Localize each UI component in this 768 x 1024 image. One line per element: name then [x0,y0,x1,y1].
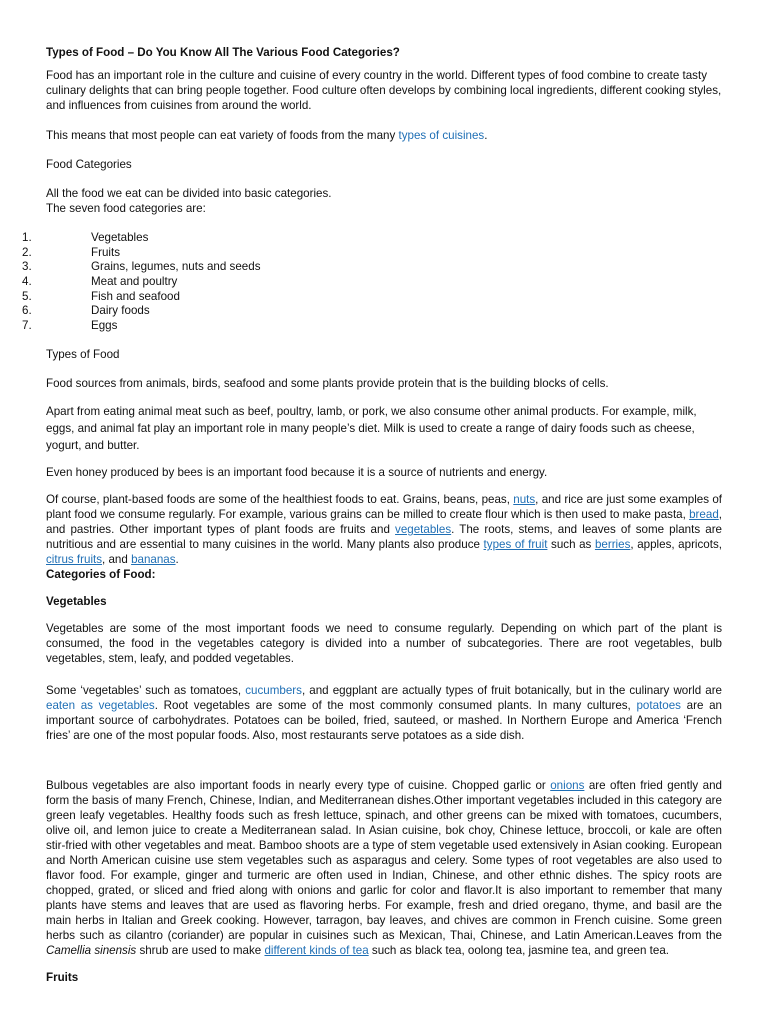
types-of-cuisines-link[interactable]: types of cuisines [398,129,485,142]
veg3-text: shrub are used to make [136,944,265,957]
honey-paragraph: Even honey produced by bees is an important food because it is a source of nutrients and energy. [46,466,548,479]
veg3-text: Bulbous vegetables are also important foods in nearly every type of cuisine. Chopped garlic or [46,779,551,792]
eaten-as-vegetables-link[interactable]: eaten as vegetables [46,699,155,712]
fruits-heading: Fruits [46,971,79,984]
plant-text: , and rice are just some examples of plant food we consume regularly. For example, various grains can be milled to create flour which is then used to make pasta, [46,493,722,521]
list-item [0,230,700,245]
list-label: Grains, legumes, nuts and seeds [91,260,261,274]
list-item [0,245,700,260]
vegetables-paragraph-1: Vegetables are some of the most important foods we need to consume regularly. Depending on which part of the plant is consumed, the food in the vegetables category is divided into a number of subcategories. There are root vegetables, bulb vegetables, stem, leafy, and podded vegetables. [46,622,722,665]
plant-text: . The roots, stems, and leaves of some plants are nutritious and are essential to many cuisines in the world. Many plants also produce [46,523,723,551]
plant-text: , and pastries. Other important types of plant foods are fruits and [46,508,722,536]
veg2-text: . Root vegetables are some of the most commonly consumed plants. In many cultures, [154,699,637,712]
divided-line-1: All the food we eat can be divided into basic categories. [46,187,332,200]
citrus-fruits-link[interactable]: citrus fruits [46,553,103,566]
food-categories-heading: Food Categories [46,158,132,171]
camellia-sinensis-text: Camellia sinensis [46,944,137,957]
list-item [0,289,700,304]
list-label: Fruits [91,245,120,259]
list-item [0,318,700,333]
list-number: 5. [22,289,32,303]
variety-text: This means that most people can eat variety of foods from the many [46,129,399,142]
onions-link[interactable]: onions [550,779,585,792]
plant-text: , apples, apricots, [630,538,722,551]
list-label: Eggs [91,319,118,333]
list-number: 1. [22,231,32,244]
veg2-text: are an important source of carbohydrates. Potatoes can be boiled, fried, sauteed, or mashed. In Northern Europe and America ‘French fries’ are one of the most popular foods. Also, most restaurants serve potatoes as a side dish. [46,699,722,742]
plant-text: . [175,553,179,566]
list-label: Dairy foods [91,304,150,318]
vegetables-heading: Vegetables [46,595,107,608]
list-item [0,303,700,318]
variety-period: . [484,129,488,142]
list-number: 7. [22,319,32,333]
list-number: 4. [22,275,32,289]
veg3-text: are often fried gently and form the basis of many French, Chinese, Indian, and Mediterranean dishes.Other important vegetables included in this category are green leafy vegetables. Healthy foods such as fresh lettuce, spinach, and other greens can be mixed with tomatoes, cucumbers, olive oil, and lemon juice to create a Mediterranean salad. In Asian cuisine, bok choy, Chinese lettuce, broccoli, or kale are often stir-fried with other vegetables and meat. Bamboo shoots are a type of stem vegetable used extensively in Asian cooking. European and North American cuisine use stem vegetables such as asparagus and celery. Some types of root vegetables are also used to flavor food. For example, ginger and turmeric are often used in Indian, Chinese, and other ethnic dishes. The spicy roots are chopped, grated, or sliced and fried along with onions and garlic for color and flavor.It is also important to remember that many plants have stems and leaves that are used as flavoring herbs. For example, fresh and dried oregano, thyme, and basil are the main herbs in Italian and Greek cooking. However, tarragon, bay leaves, and chives are common in French cuisine. Some green herbs such as cilantro (coriander) are popular in cuisines such as Mexican, Thai, Chinese, and Latin American.Leaves from the [46,779,722,942]
food-categories-list [0,230,700,333]
plant-text: such as [547,538,595,551]
intro-paragraph: Food has an important role in the culture and cuisine of every country in the world. Different types of food combine to create tasty culinary delights that can bring people together. Food culture often develops by combining local ingredients, different cooking styles, and influences from cuisines from around the world. [46,69,722,112]
veg2-text: Some ‘vegetables’ such as tomatoes, [46,684,246,697]
veg2-text: , and eggplant are actually types of fruit botanically, but in the culinary world are [301,684,723,697]
vegetables-paragraph-3 [46,778,722,958]
plant-text: Of course, plant-based foods are some of the healthiest foods to eat. Grains, beans, peas, [46,493,514,506]
cucumbers-link[interactable]: cucumbers [245,684,302,697]
divided-line-2: The seven food categories are: [46,202,206,215]
veg3-text: such as black tea, oolong tea, jasmine tea, and green tea. [368,944,670,957]
list-number: 6. [22,304,32,318]
vegetables-link[interactable]: vegetables [395,523,452,536]
plant-foods-paragraph [46,492,722,567]
list-number: 2. [22,245,32,259]
different-kinds-of-tea-link[interactable]: different kinds of tea [264,944,369,957]
variety-paragraph [46,128,722,143]
animal-products-paragraph: Apart from eating animal meat such as beef, poultry, lamb, or pork, we also consume other animal products. For example, milk, eggs, and animal fat play an important role in many people’s diet. Milk is used to create a range of dairy foods such as cheese, yogurt, and butter. [46,405,697,452]
list-label: Vegetables [91,231,149,244]
vegetables-paragraph-2 [46,683,722,743]
protein-paragraph: Food sources from animals, birds, seafood and some plants provide protein that is the building blocks of cells. [46,377,609,390]
bread-link[interactable]: bread [689,508,719,521]
potatoes-link[interactable]: potatoes [636,699,681,712]
types-of-fruit-link[interactable]: types of fruit [483,538,548,551]
nuts-link[interactable]: nuts [513,493,536,506]
categories-of-food-heading: Categories of Food: [46,568,156,581]
list-label: Fish and seafood [91,289,180,303]
types-of-food-heading: Types of Food [46,348,120,361]
berries-link[interactable]: berries [594,538,631,551]
bananas-link[interactable]: bananas [131,553,176,566]
plant-text: , and [102,553,132,566]
list-label: Meat and poultry [91,275,178,289]
list-number: 3. [22,260,32,274]
list-item [0,274,700,289]
list-item [0,259,700,274]
document-title: Types of Food – Do You Know All The Various Food Categories? [46,46,400,59]
